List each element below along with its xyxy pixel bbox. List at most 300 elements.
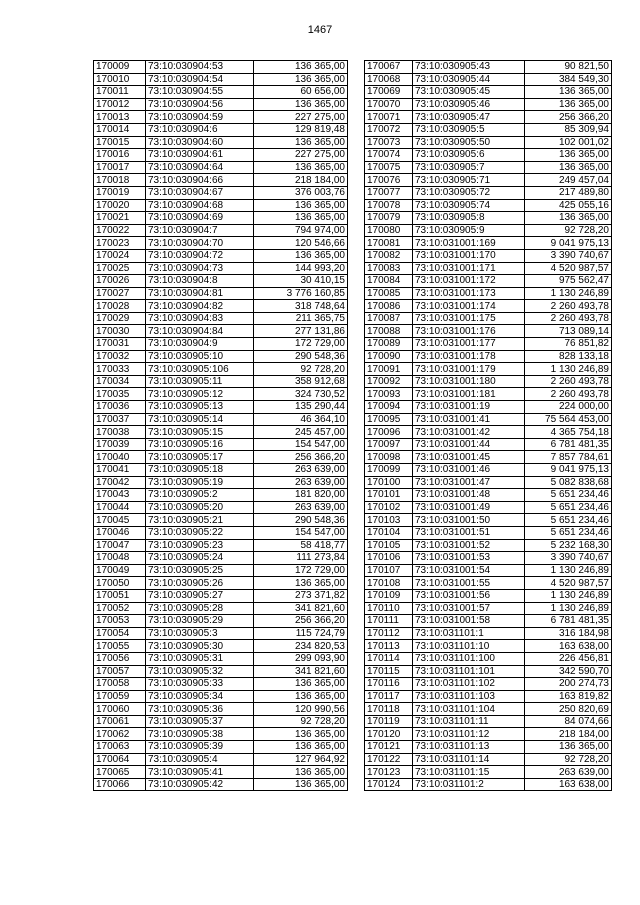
row-number-cell: 170118	[365, 703, 413, 716]
cadastral-number-cell: 73:10:031001:170	[413, 249, 525, 262]
value-cell: 341 821,60	[254, 602, 348, 615]
table-row	[94, 237, 348, 250]
row-number-cell: 170033	[94, 363, 146, 376]
cadastral-number-cell: 73:10:030905:5	[413, 123, 525, 136]
table-row	[365, 438, 612, 451]
value-cell: 136 365,00	[254, 690, 348, 703]
cadastral-number-cell: 73:10:030905:27	[146, 589, 254, 602]
value-cell: 226 456,81	[525, 652, 612, 665]
value-cell: 136 365,00	[254, 212, 348, 225]
table-row	[94, 61, 348, 74]
cadastral-number-cell: 73:10:030904:67	[146, 186, 254, 199]
left-table-body	[94, 61, 348, 791]
row-number-cell: 170055	[94, 640, 146, 653]
cadastral-number-cell: 73:10:031001:19	[413, 401, 525, 414]
row-number-cell: 170075	[365, 161, 413, 174]
row-number-cell: 170119	[365, 715, 413, 728]
table-row	[94, 741, 348, 754]
table-row	[365, 86, 612, 99]
table-row	[365, 715, 612, 728]
table-row	[94, 627, 348, 640]
table-row	[94, 401, 348, 414]
row-number-cell: 170081	[365, 237, 413, 250]
table-row	[365, 615, 612, 628]
cadastral-number-cell: 73:10:030905:2	[146, 489, 254, 502]
table-row	[365, 262, 612, 275]
value-cell: 136 365,00	[254, 199, 348, 212]
table-row	[365, 161, 612, 174]
table-row	[94, 149, 348, 162]
table-row	[365, 61, 612, 74]
table-row	[365, 514, 612, 527]
value-cell: 341 821,60	[254, 665, 348, 678]
value-cell: 4 520 987,57	[525, 577, 612, 590]
row-number-cell: 170038	[94, 426, 146, 439]
row-number-cell: 170073	[365, 136, 413, 149]
value-cell: 4 365 754,18	[525, 426, 612, 439]
value-cell: 828 133,18	[525, 350, 612, 363]
cadastral-number-cell: 73:10:030905:106	[146, 363, 254, 376]
table-row	[94, 438, 348, 451]
table-row	[94, 388, 348, 401]
value-cell: 136 365,00	[525, 741, 612, 754]
cadastral-number-cell: 73:10:030905:44	[413, 73, 525, 86]
value-cell: 92 728,20	[525, 753, 612, 766]
row-number-cell: 170062	[94, 728, 146, 741]
value-cell: 60 656,00	[254, 86, 348, 99]
row-number-cell: 170051	[94, 589, 146, 602]
cadastral-number-cell: 73:10:030905:21	[146, 514, 254, 527]
table-row	[365, 766, 612, 779]
row-number-cell: 170019	[94, 186, 146, 199]
cadastral-number-cell: 73:10:031001:171	[413, 262, 525, 275]
value-cell: 120 990,56	[254, 703, 348, 716]
value-cell: 136 365,00	[525, 98, 612, 111]
table-row	[94, 426, 348, 439]
row-number-cell: 170034	[94, 375, 146, 388]
table-row	[94, 275, 348, 288]
cadastral-number-cell: 73:10:031101:102	[413, 678, 525, 691]
row-number-cell: 170102	[365, 501, 413, 514]
cadastral-number-cell: 73:10:030905:31	[146, 652, 254, 665]
value-cell: 2 260 493,78	[525, 375, 612, 388]
cadastral-number-cell: 73:10:030905:43	[413, 61, 525, 74]
table-row	[94, 161, 348, 174]
cadastral-number-cell: 73:10:030905:6	[413, 149, 525, 162]
cadastral-number-cell: 73:10:031001:176	[413, 325, 525, 338]
cadastral-number-cell: 73:10:030905:4	[146, 753, 254, 766]
row-number-cell: 170120	[365, 728, 413, 741]
value-cell: 115 724,79	[254, 627, 348, 640]
cadastral-number-cell: 73:10:031001:55	[413, 577, 525, 590]
row-number-cell: 170072	[365, 123, 413, 136]
row-number-cell: 170084	[365, 275, 413, 288]
cadastral-number-cell: 73:10:030904:82	[146, 300, 254, 313]
value-cell: 163 638,00	[525, 640, 612, 653]
value-cell: 245 457,00	[254, 426, 348, 439]
cadastral-number-cell: 73:10:031001:57	[413, 602, 525, 615]
value-cell: 5 082 838,68	[525, 476, 612, 489]
cadastral-number-cell: 73:10:031101:2	[413, 778, 525, 791]
row-number-cell: 170117	[365, 690, 413, 703]
table-row	[365, 577, 612, 590]
row-number-cell: 170040	[94, 451, 146, 464]
cadastral-number-cell: 73:10:030904:81	[146, 287, 254, 300]
row-number-cell: 170079	[365, 212, 413, 225]
table-row	[94, 552, 348, 565]
row-number-cell: 170109	[365, 589, 413, 602]
table-row	[365, 325, 612, 338]
cadastral-number-cell: 73:10:030905:50	[413, 136, 525, 149]
cadastral-number-cell: 73:10:031101:103	[413, 690, 525, 703]
table-row	[94, 665, 348, 678]
row-number-cell: 170077	[365, 186, 413, 199]
cadastral-number-cell: 73:10:030905:8	[413, 212, 525, 225]
cadastral-number-cell: 73:10:030905:30	[146, 640, 254, 653]
table-row	[365, 136, 612, 149]
table-row	[94, 489, 348, 502]
cadastral-number-cell: 73:10:030905:15	[146, 426, 254, 439]
row-number-cell: 170124	[365, 778, 413, 791]
cadastral-number-cell: 73:10:030905:23	[146, 539, 254, 552]
cadastral-number-cell: 73:10:030905:37	[146, 715, 254, 728]
table-row	[94, 136, 348, 149]
table-row	[94, 476, 348, 489]
value-cell: 136 365,00	[254, 728, 348, 741]
cadastral-number-cell: 73:10:030905:41	[146, 766, 254, 779]
row-number-cell: 170024	[94, 249, 146, 262]
row-number-cell: 170114	[365, 652, 413, 665]
table-row	[94, 199, 348, 212]
table-row	[365, 552, 612, 565]
cadastral-number-cell: 73:10:031001:46	[413, 464, 525, 477]
row-number-cell: 170070	[365, 98, 413, 111]
table-row	[365, 363, 612, 376]
row-number-cell: 170012	[94, 98, 146, 111]
value-cell: 129 819,48	[254, 123, 348, 136]
cadastral-number-cell: 73:10:031001:178	[413, 350, 525, 363]
table-row	[365, 73, 612, 86]
value-cell: 256 366,20	[254, 451, 348, 464]
cadastral-number-cell: 73:10:030905:45	[413, 86, 525, 99]
row-number-cell: 170063	[94, 741, 146, 754]
table-row	[365, 186, 612, 199]
cadastral-number-cell: 73:10:030904:84	[146, 325, 254, 338]
row-number-cell: 170097	[365, 438, 413, 451]
value-cell: 316 184,98	[525, 627, 612, 640]
row-number-cell: 170039	[94, 438, 146, 451]
value-cell: 1 130 246,89	[525, 564, 612, 577]
row-number-cell: 170080	[365, 224, 413, 237]
value-cell: 5 651 234,46	[525, 526, 612, 539]
cadastral-number-cell: 73:10:031001:48	[413, 489, 525, 502]
row-number-cell: 170065	[94, 766, 146, 779]
cadastral-number-cell: 73:10:031001:51	[413, 526, 525, 539]
value-cell: 172 729,00	[254, 564, 348, 577]
cadastral-number-cell: 73:10:030904:72	[146, 249, 254, 262]
table-row	[94, 501, 348, 514]
value-cell: 290 548,36	[254, 514, 348, 527]
value-cell: 136 365,00	[525, 212, 612, 225]
row-number-cell: 170110	[365, 602, 413, 615]
cadastral-number-cell: 73:10:030905:14	[146, 413, 254, 426]
table-row	[94, 615, 348, 628]
table-row	[94, 375, 348, 388]
value-cell: 136 365,00	[254, 73, 348, 86]
value-cell: 46 364,10	[254, 413, 348, 426]
cadastral-number-cell: 73:10:031001:53	[413, 552, 525, 565]
cadastral-number-cell: 73:10:030904:53	[146, 61, 254, 74]
table-row	[365, 123, 612, 136]
row-number-cell: 170013	[94, 111, 146, 124]
table-row	[365, 602, 612, 615]
value-cell: 9 041 975,13	[525, 237, 612, 250]
cadastral-number-cell: 73:10:031001:172	[413, 275, 525, 288]
row-number-cell: 170042	[94, 476, 146, 489]
value-cell: 273 371,82	[254, 589, 348, 602]
cadastral-number-cell: 73:10:031101:14	[413, 753, 525, 766]
table-row	[94, 766, 348, 779]
cadastral-number-cell: 73:10:030905:19	[146, 476, 254, 489]
table-row	[94, 703, 348, 716]
value-cell: 358 912,68	[254, 375, 348, 388]
table-row	[365, 111, 612, 124]
value-cell: 290 548,36	[254, 350, 348, 363]
cadastral-number-cell: 73:10:030905:46	[413, 98, 525, 111]
cadastral-number-cell: 73:10:031001:45	[413, 451, 525, 464]
row-number-cell: 170104	[365, 526, 413, 539]
row-number-cell: 170049	[94, 564, 146, 577]
row-number-cell: 170061	[94, 715, 146, 728]
row-number-cell: 170096	[365, 426, 413, 439]
table-row	[365, 249, 612, 262]
row-number-cell: 170031	[94, 338, 146, 351]
value-cell: 227 275,00	[254, 149, 348, 162]
row-number-cell: 170022	[94, 224, 146, 237]
row-number-cell: 170094	[365, 401, 413, 414]
table-row	[94, 589, 348, 602]
row-number-cell: 170122	[365, 753, 413, 766]
table-row	[365, 98, 612, 111]
cadastral-number-cell: 73:10:030905:7	[413, 161, 525, 174]
row-number-cell: 170060	[94, 703, 146, 716]
table-row	[365, 665, 612, 678]
cadastral-number-cell: 73:10:030904:56	[146, 98, 254, 111]
value-cell: 5 651 234,46	[525, 489, 612, 502]
row-number-cell: 170059	[94, 690, 146, 703]
cadastral-number-cell: 73:10:031101:13	[413, 741, 525, 754]
cadastral-number-cell: 73:10:031001:181	[413, 388, 525, 401]
value-cell: 5 232 168,30	[525, 539, 612, 552]
value-cell: 84 074,66	[525, 715, 612, 728]
cadastral-number-cell: 73:10:030905:3	[146, 627, 254, 640]
table-row	[365, 476, 612, 489]
value-cell: 30 410,15	[254, 275, 348, 288]
value-cell: 318 748,64	[254, 300, 348, 313]
value-cell: 163 819,82	[525, 690, 612, 703]
cadastral-number-cell: 73:10:030904:68	[146, 199, 254, 212]
row-number-cell: 170056	[94, 652, 146, 665]
value-cell: 136 365,00	[254, 766, 348, 779]
row-number-cell: 170105	[365, 539, 413, 552]
right-table-body	[365, 61, 612, 791]
table-row	[94, 174, 348, 187]
value-cell: 92 728,20	[525, 224, 612, 237]
table-row	[94, 577, 348, 590]
cadastral-number-cell: 73:10:030905:74	[413, 199, 525, 212]
row-number-cell: 170037	[94, 413, 146, 426]
table-row	[365, 526, 612, 539]
cadastral-number-cell: 73:10:030905:47	[413, 111, 525, 124]
row-number-cell: 170045	[94, 514, 146, 527]
cadastral-number-cell: 73:10:031001:49	[413, 501, 525, 514]
value-cell: 324 730,52	[254, 388, 348, 401]
row-number-cell: 170074	[365, 149, 413, 162]
value-cell: 256 366,20	[254, 615, 348, 628]
value-cell: 376 003,76	[254, 186, 348, 199]
cadastral-number-cell: 73:10:031101:10	[413, 640, 525, 653]
row-number-cell: 170047	[94, 539, 146, 552]
cadastral-number-cell: 73:10:030905:38	[146, 728, 254, 741]
value-cell: 384 549,30	[525, 73, 612, 86]
value-cell: 5 651 234,46	[525, 514, 612, 527]
table-row	[94, 564, 348, 577]
value-cell: 136 365,00	[254, 61, 348, 74]
row-number-cell: 170090	[365, 350, 413, 363]
left-table	[93, 60, 348, 791]
table-row	[94, 539, 348, 552]
cadastral-number-cell: 73:10:030904:73	[146, 262, 254, 275]
value-cell: 975 562,47	[525, 275, 612, 288]
value-cell: 144 993,20	[254, 262, 348, 275]
table-row	[365, 703, 612, 716]
row-number-cell: 170048	[94, 552, 146, 565]
row-number-cell: 170018	[94, 174, 146, 187]
row-number-cell: 170113	[365, 640, 413, 653]
table-row	[365, 753, 612, 766]
row-number-cell: 170028	[94, 300, 146, 313]
table-row	[94, 464, 348, 477]
table-row	[94, 728, 348, 741]
table-row	[365, 426, 612, 439]
table-row	[94, 778, 348, 791]
value-cell: 5 651 234,46	[525, 501, 612, 514]
row-number-cell: 170015	[94, 136, 146, 149]
table-row	[94, 73, 348, 86]
table-row	[94, 212, 348, 225]
value-cell: 136 365,00	[254, 136, 348, 149]
value-cell: 92 728,20	[254, 715, 348, 728]
cadastral-number-cell: 73:10:030905:17	[146, 451, 254, 464]
row-number-cell: 170036	[94, 401, 146, 414]
row-number-cell: 170020	[94, 199, 146, 212]
value-cell: 111 273,84	[254, 552, 348, 565]
cadastral-number-cell: 73:10:030905:25	[146, 564, 254, 577]
value-cell: 136 365,00	[254, 249, 348, 262]
row-number-cell: 170058	[94, 678, 146, 691]
value-cell: 218 184,00	[525, 728, 612, 741]
cadastral-number-cell: 73:10:030905:26	[146, 577, 254, 590]
row-number-cell: 170082	[365, 249, 413, 262]
table-row	[94, 652, 348, 665]
table-row	[365, 174, 612, 187]
value-cell: 263 639,00	[254, 476, 348, 489]
cadastral-number-cell: 73:10:030905:36	[146, 703, 254, 716]
cadastral-number-cell: 73:10:030905:10	[146, 350, 254, 363]
row-number-cell: 170111	[365, 615, 413, 628]
row-number-cell: 170085	[365, 287, 413, 300]
table-row	[94, 451, 348, 464]
table-row	[365, 627, 612, 640]
table-row	[365, 564, 612, 577]
value-cell: 90 821,50	[525, 61, 612, 74]
table-row	[94, 514, 348, 527]
value-cell: 1 130 246,89	[525, 363, 612, 376]
value-cell: 136 365,00	[525, 161, 612, 174]
table-row	[365, 338, 612, 351]
table-row	[365, 237, 612, 250]
value-cell: 227 275,00	[254, 111, 348, 124]
table-row	[94, 678, 348, 691]
table-row	[94, 287, 348, 300]
value-cell: 263 639,00	[525, 766, 612, 779]
value-cell: 58 418,77	[254, 539, 348, 552]
value-cell: 136 365,00	[254, 741, 348, 754]
row-number-cell: 170121	[365, 741, 413, 754]
cadastral-number-cell: 73:10:031001:47	[413, 476, 525, 489]
cadastral-number-cell: 73:10:031001:52	[413, 539, 525, 552]
row-number-cell: 170098	[365, 451, 413, 464]
table-row	[94, 123, 348, 136]
table-row	[365, 652, 612, 665]
row-number-cell: 170014	[94, 123, 146, 136]
table-row	[94, 363, 348, 376]
value-cell: 136 365,00	[525, 149, 612, 162]
value-cell: 3 390 740,67	[525, 552, 612, 565]
table-row	[365, 589, 612, 602]
cadastral-number-cell: 73:10:030905:29	[146, 615, 254, 628]
value-cell: 263 639,00	[254, 501, 348, 514]
cadastral-number-cell: 73:10:030905:42	[146, 778, 254, 791]
table-row	[365, 489, 612, 502]
cadastral-number-cell: 73:10:031001:173	[413, 287, 525, 300]
row-number-cell: 170050	[94, 577, 146, 590]
cadastral-number-cell: 73:10:030905:39	[146, 741, 254, 754]
cadastral-number-cell: 73:10:030905:20	[146, 501, 254, 514]
cadastral-number-cell: 73:10:030904:64	[146, 161, 254, 174]
table-row	[94, 325, 348, 338]
cadastral-number-cell: 73:10:031001:56	[413, 589, 525, 602]
row-number-cell: 170069	[365, 86, 413, 99]
cadastral-number-cell: 73:10:030905:13	[146, 401, 254, 414]
value-cell: 2 260 493,78	[525, 300, 612, 313]
table-row	[94, 602, 348, 615]
row-number-cell: 170095	[365, 413, 413, 426]
table-row	[94, 98, 348, 111]
table-row	[365, 375, 612, 388]
cadastral-number-cell: 73:10:031001:169	[413, 237, 525, 250]
table-row	[94, 249, 348, 262]
table-row	[94, 715, 348, 728]
row-number-cell: 170112	[365, 627, 413, 640]
cadastral-number-cell: 73:10:030905:33	[146, 678, 254, 691]
value-cell: 6 781 481,35	[525, 438, 612, 451]
cadastral-number-cell: 73:10:030904:9	[146, 338, 254, 351]
value-cell: 211 365,75	[254, 312, 348, 325]
row-number-cell: 170100	[365, 476, 413, 489]
value-cell: 342 590,70	[525, 665, 612, 678]
row-number-cell: 170092	[365, 375, 413, 388]
